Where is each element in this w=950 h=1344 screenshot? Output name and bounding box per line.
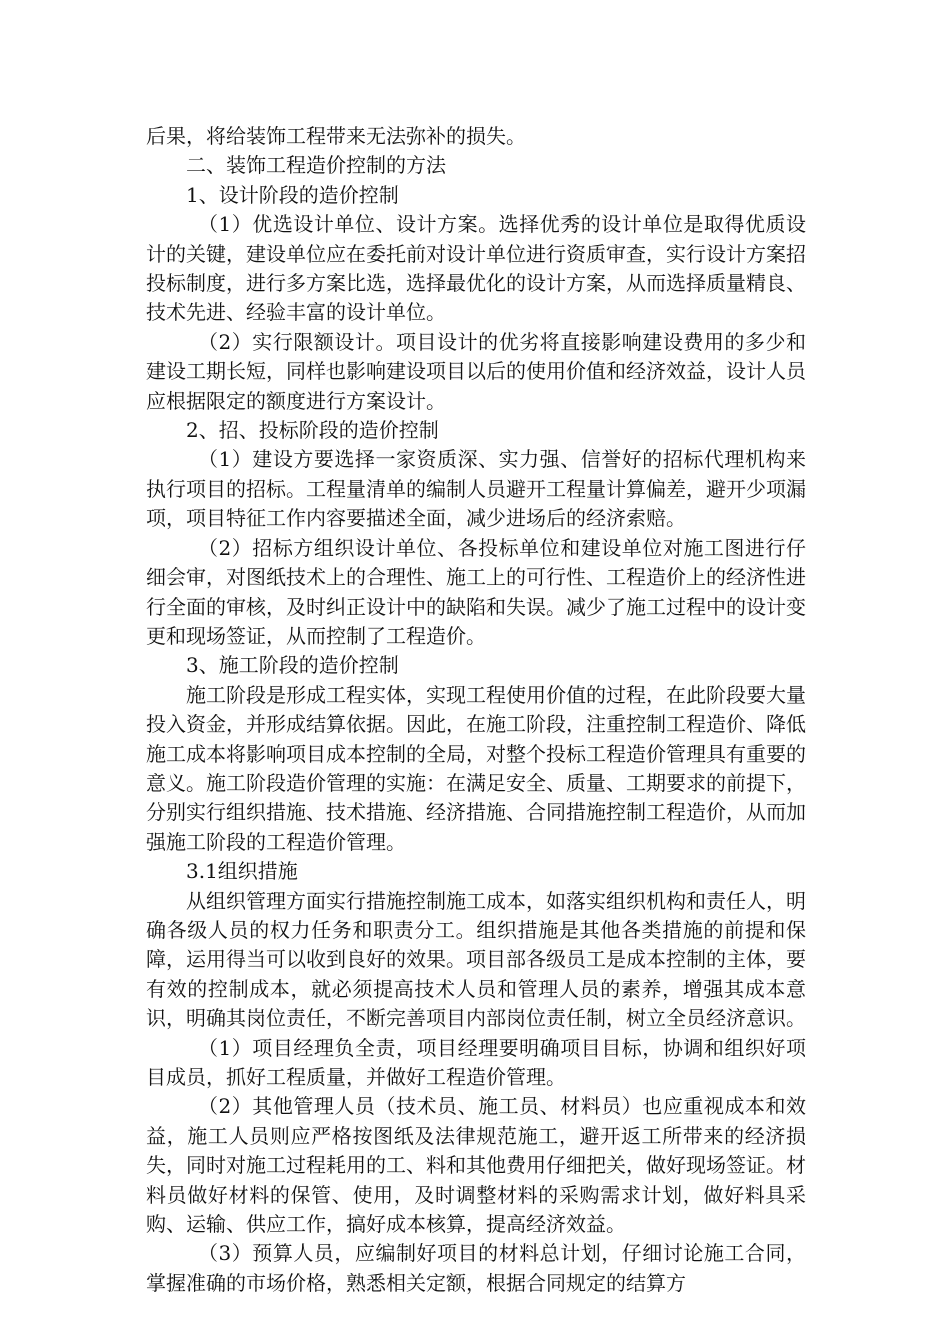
paragraph: （2）招标方组织设计单位、各投标单位和建设单位对施工图进行仔细会审，对图纸技术上的合理性、施工上的可行性、工程造价上的经济性进行全面的审核，及时纠正设计中的缺陷和失误。减少了施工过程中的设计变更和现场签证，从而控制了工程造价。 — [146, 535, 806, 648]
paragraph: （2）实行限额设计。项目设计的优劣将直接影响建设费用的多少和建设工期长短，同样也影响建设项目以后的使用价值和经济效益，设计人员应根据限定的额度进行方案设计。 — [146, 329, 806, 413]
subsection-heading: 2、招、投标阶段的造价控制 — [186, 418, 439, 443]
paragraph: （3）预算人员，应编制好项目的材料总计划，仔细讨论施工合同，掌握准确的市场价格，熟悉相关定额，根据合同规定的结算方 — [146, 1241, 806, 1295]
subsection-heading: 1、设计阶段的造价控制 — [186, 182, 399, 207]
subsection-heading: 3、施工阶段的造价控制 — [186, 653, 399, 678]
paragraph: （1）建设方要选择一家资质深、实力强、信誉好的招标代理机构来执行项目的招标。工程量清单的编制人员避开工程量计算偏差，避开少项漏项，项目特征工作内容要描述全面，减少进场后的经济索赔。 — [146, 447, 806, 531]
paragraph: （1）项目经理负全责，项目经理要明确项目目标，协调和组织好项目成员，抓好工程质量，并做好工程造价管理。 — [146, 1035, 806, 1089]
document-page — [146, 122, 806, 1298]
paragraph: 从组织管理方面实行措施控制施工成本，如落实组织机构和责任人，明确各级人员的权力任务和职责分工。组织措施是其他各类措施的前提和保障，运用得当可以收到良好的效果。项目部各级员工是成本控制的主体，要有效的控制成本，就必须提高技术人员和管理人员的素养，增强其成本意识，明确其岗位责任，不断完善项目内部岗位责任制，树立全员经济意识。 — [146, 888, 806, 1031]
paragraph: 施工阶段是形成工程实体，实现工程使用价值的过程，在此阶段要大量投入资金，并形成结算依据。因此，在施工阶段，注重控制工程造价、降低施工成本将影响项目成本控制的全局，对整个投标工程造价管理具有重要的意义。施工阶段造价管理的实施：在满足安全、质量、工期要求的前提下，分别实行组织措施、技术措施、经济措施、合同措施控制工程造价，从而加强施工阶段的工程造价管理。 — [146, 682, 806, 854]
paragraph-continuation: 后果，将给装饰工程带来无法弥补的损失。 — [146, 124, 526, 148]
paragraph: （2）其他管理人员（技术员、施工员、材料员）也应重视成本和效益，施工人员则应严格按图纸及法律规范施工，避开返工所带来的经济损失，同时对施工过程耗用的工、料和其他费用仔细把关，做好现场签证。材料员做好材料的保管、使用，及时调整材料的采购需求计划，做好料具采购、运输、供应工作，搞好成本核算，提高经济效益。 — [146, 1094, 806, 1237]
subsection-heading: 3.1组织措施 — [186, 859, 298, 884]
section-heading: 二、装饰工程造价控制的方法 — [186, 153, 446, 178]
paragraph: （1）优选设计单位、设计方案。选择优秀的设计单位是取得优质设计的关键，建设单位应在委托前对设计单位进行资质审查，实行设计方案招投标制度，进行多方案比选，选择最优化的设计方案，从而选择质量精良、技术先进、经验丰富的设计单位。 — [146, 212, 806, 325]
